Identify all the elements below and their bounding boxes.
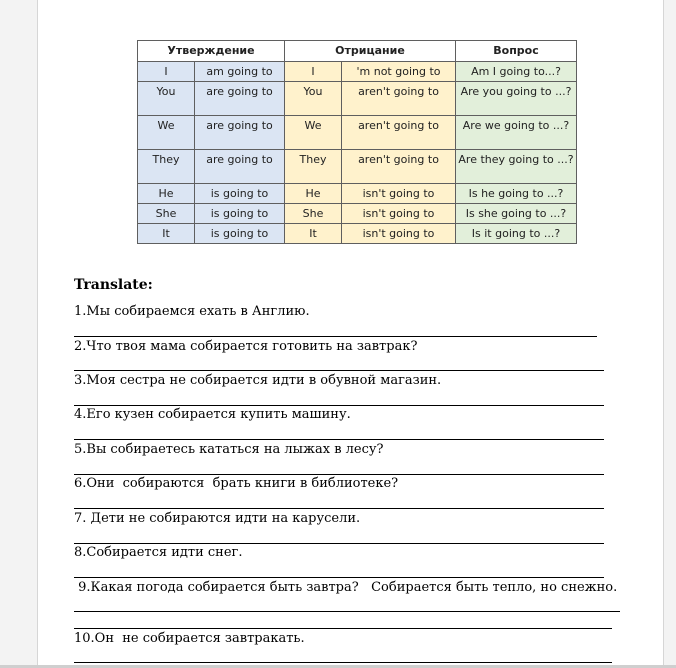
- grammar-table: [137, 40, 577, 244]
- affirmative-cell: is going to: [195, 204, 285, 224]
- pronoun-cell: It: [285, 224, 342, 244]
- pronoun-cell: We: [285, 116, 342, 150]
- table-row: [138, 82, 577, 116]
- exercise-item-4: 4.Его кузен собирается купить машину.: [74, 407, 351, 422]
- table-row: [138, 224, 577, 244]
- answer-line-2: [74, 370, 604, 371]
- table-row: [138, 150, 577, 184]
- header-affirmative: Утверждение: [138, 41, 285, 62]
- exercise-item-8: 8.Собирается идти снег.: [74, 545, 243, 560]
- exercise-item-6: 6.Они собираются брать книги в библиотеке?: [74, 476, 399, 491]
- table-row: [138, 116, 577, 150]
- header-question: Вопрос: [456, 41, 577, 62]
- pronoun-cell: She: [285, 204, 342, 224]
- affirmative-cell: is going to: [195, 184, 285, 204]
- left-margin-gutter: [0, 0, 38, 668]
- answer-line-5: [74, 474, 604, 475]
- affirmative-cell: are going to: [195, 82, 285, 116]
- negative-cell: aren't going to: [342, 150, 456, 184]
- answer-line-1: [74, 336, 597, 337]
- answer-line-4: [74, 439, 604, 440]
- exercise-item-9: 9.Какая погода собирается быть завтра? Собирается быть тепло, но снежно.: [74, 580, 618, 595]
- answer-line-6: [74, 508, 604, 509]
- pronoun-cell: They: [138, 150, 195, 184]
- pronoun-cell: I: [138, 62, 195, 82]
- exercise-item-1: 1.Мы собираемся ехать в Англию.: [74, 304, 310, 319]
- answer-line-8: [74, 577, 604, 578]
- answer-line-9a: [74, 611, 620, 612]
- pronoun-cell: It: [138, 224, 195, 244]
- exercise-item-5: 5.Вы собираетесь кататься на лыжах в лесу?: [74, 442, 384, 457]
- exercise-item-7: 7. Дети не собираются идти на карусели.: [74, 511, 361, 526]
- affirmative-cell: are going to: [195, 150, 285, 184]
- pronoun-cell: You: [285, 82, 342, 116]
- table-row: [138, 184, 577, 204]
- exercise-item-3: 3.Моя сестра не собирается идти в обувной магазин.: [74, 373, 442, 388]
- pronoun-cell: I: [285, 62, 342, 82]
- exercise-item-2: 2.Что твоя мама собирается готовить на завтрак?: [74, 339, 418, 354]
- question-cell: Is he going to ...?: [456, 184, 577, 204]
- pronoun-cell: You: [138, 82, 195, 116]
- negative-cell: isn't going to: [342, 204, 456, 224]
- right-margin-gutter: [663, 0, 676, 668]
- pronoun-cell: We: [138, 116, 195, 150]
- negative-cell: isn't going to: [342, 184, 456, 204]
- pronoun-cell: They: [285, 150, 342, 184]
- negative-cell: aren't going to: [342, 116, 456, 150]
- table-header-row: [138, 41, 577, 62]
- answer-line-7: [74, 543, 604, 544]
- question-cell: Are we going to ...?: [456, 116, 577, 150]
- header-negative: Отрицание: [285, 41, 456, 62]
- pronoun-cell: He: [138, 184, 195, 204]
- pronoun-cell: He: [285, 184, 342, 204]
- exercise-item-10: 10.Он не собирается завтракать.: [74, 631, 305, 646]
- question-cell: Am I going to...?: [456, 62, 577, 82]
- pronoun-cell: She: [138, 204, 195, 224]
- answer-line-3: [74, 405, 604, 406]
- table-row: [138, 204, 577, 224]
- affirmative-cell: are going to: [195, 116, 285, 150]
- negative-cell: 'm not going to: [342, 62, 456, 82]
- negative-cell: aren't going to: [342, 82, 456, 116]
- answer-line-10: [74, 662, 612, 663]
- affirmative-cell: am going to: [195, 62, 285, 82]
- affirmative-cell: is going to: [195, 224, 285, 244]
- question-cell: Are you going to ...?: [456, 82, 577, 116]
- table-row: [138, 62, 577, 82]
- exercise-title: Translate:: [74, 277, 153, 293]
- question-cell: Is she going to ...?: [456, 204, 577, 224]
- question-cell: Is it going to ...?: [456, 224, 577, 244]
- question-cell: Are they going to ...?: [456, 150, 577, 184]
- negative-cell: isn't going to: [342, 224, 456, 244]
- document-page: [38, 0, 663, 668]
- answer-line-9b: [74, 628, 612, 629]
